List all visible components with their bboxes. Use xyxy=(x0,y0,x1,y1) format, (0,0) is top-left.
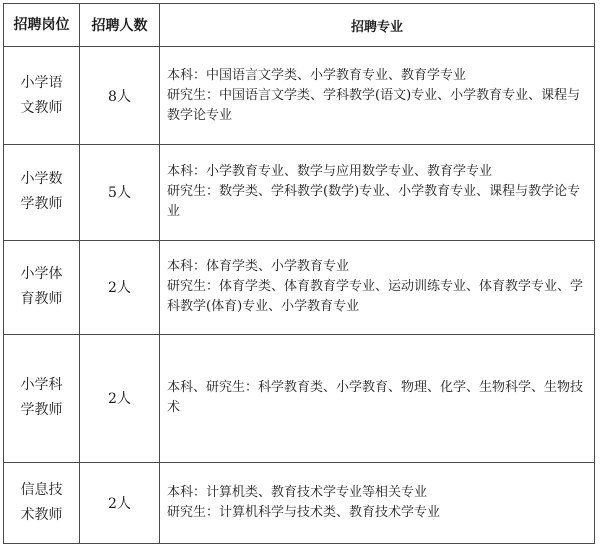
major-line: 本科：中国语言文学类、小学教育专业、教育学专业 xyxy=(167,67,467,83)
major-line: 本科：体育学类、小学教育专业 xyxy=(167,259,350,275)
table-row xyxy=(4,240,595,334)
major-line: 本科、研究生：科学教育类、小学教育、物理、化学、生物科学、生物技术 xyxy=(167,380,584,416)
major-cell xyxy=(160,144,595,240)
major-line: 研究生：计算机科学与技术类、教育技术学专业 xyxy=(167,505,441,521)
header-count: 招聘人数 xyxy=(80,4,160,47)
position-cell xyxy=(4,144,80,240)
major-cell xyxy=(160,334,595,462)
position-name: 小学体育教师 xyxy=(20,266,63,308)
recruitment-table xyxy=(3,3,595,544)
major-cell xyxy=(160,463,595,544)
position-name: 小学语文教师 xyxy=(20,74,63,116)
major-cell xyxy=(160,240,595,334)
position-cell xyxy=(4,240,80,334)
position-name: 小学科学教师 xyxy=(20,377,63,419)
position-cell xyxy=(4,47,80,144)
position-name: 小学数学教师 xyxy=(20,171,63,213)
table-row xyxy=(4,144,595,240)
major-line: 研究生：中国语言文学类、学科教学(语文)专业、小学教育专业、课程与教学论专业 xyxy=(167,87,581,123)
table-header-row xyxy=(4,4,595,47)
table-row xyxy=(4,463,595,544)
table-row xyxy=(4,47,595,144)
major-line: 本科：小学教育专业、数学与应用数学专业、教育学专业 xyxy=(167,164,493,180)
major-line: 研究生：数学类、学科教学(数学)专业、小学教育专业、课程与教学论专业 xyxy=(167,184,581,220)
header-major: 招聘专业 xyxy=(160,4,595,47)
major-line: 本科：计算机类、教育技术学专业等相关专业 xyxy=(167,485,428,501)
position-cell xyxy=(4,463,80,544)
count-cell: 8人 xyxy=(80,47,160,144)
count-cell: 2人 xyxy=(80,240,160,334)
major-line: 研究生：体育学类、体育教育学专业、运动训练专业、体育教学专业、学科教学(体育)专业、小学教育专业 xyxy=(167,279,584,315)
count-cell: 2人 xyxy=(80,334,160,462)
header-position: 招聘岗位 xyxy=(4,4,80,47)
count-cell: 2人 xyxy=(80,463,160,544)
table-row xyxy=(4,334,595,462)
count-cell: 5人 xyxy=(80,144,160,240)
position-name: 信息技术教师 xyxy=(20,482,63,524)
major-cell xyxy=(160,47,595,144)
position-cell xyxy=(4,334,80,462)
